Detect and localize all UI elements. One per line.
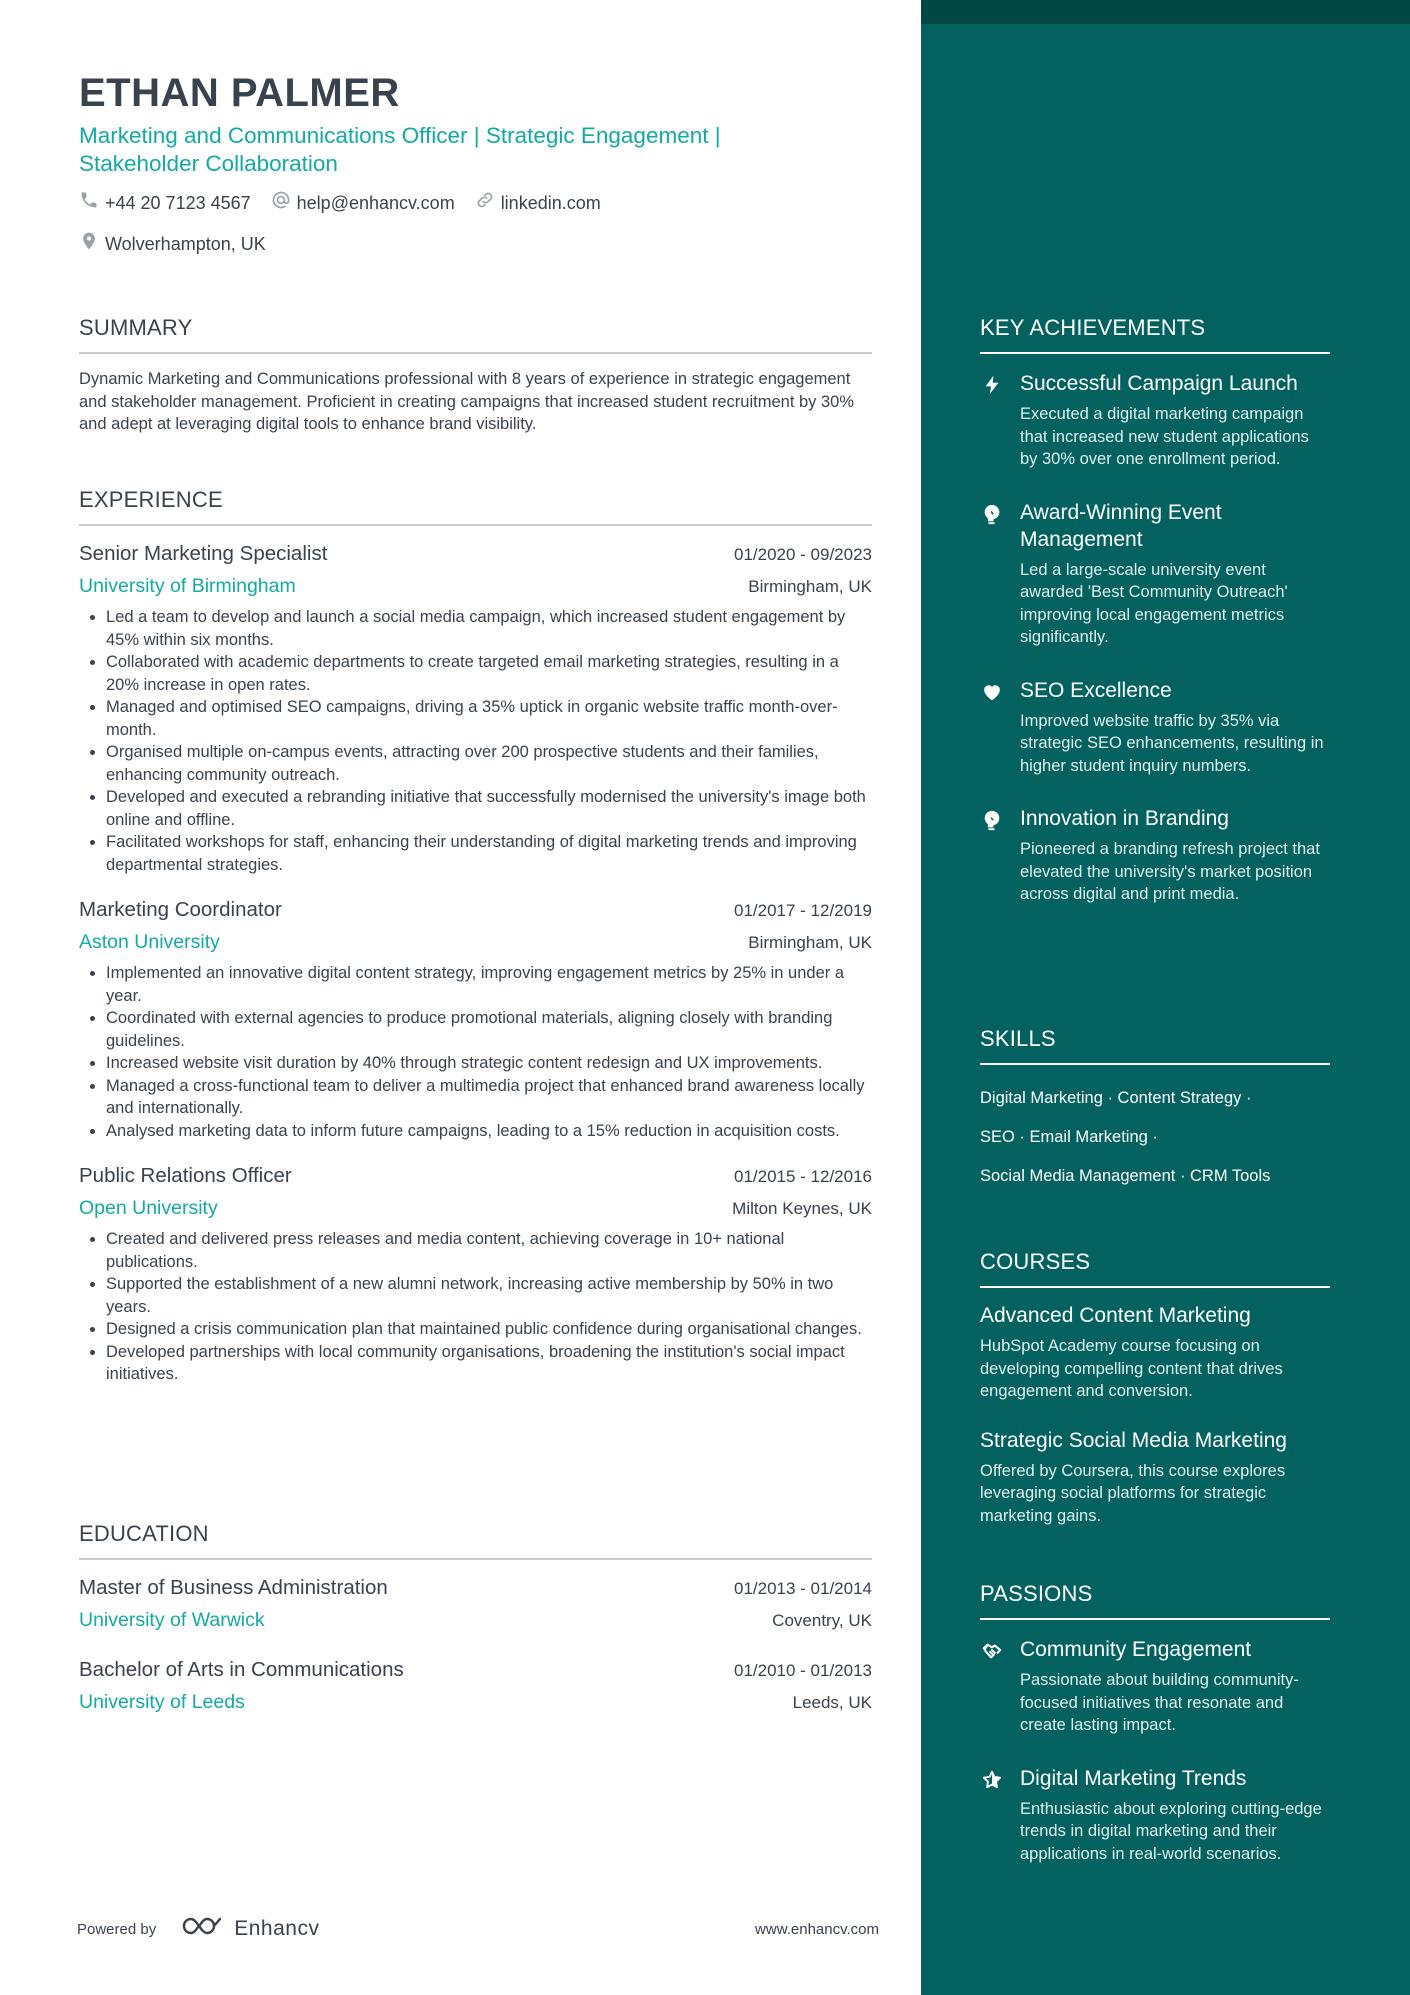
bullet-item: • Coordinated with external agencies to produce promotional materials, aligning closely with branding guidelines. xyxy=(106,1007,872,1052)
handshake-icon xyxy=(980,1636,1004,1737)
bullet-item: • Supported the establishment of a new alumni network, increasing active membership by 50% in two years. xyxy=(106,1273,872,1318)
bullet-item: • Created and delivered press releases and media content, achieving coverage in 10+ national publications. xyxy=(106,1228,872,1273)
skills-list xyxy=(980,1079,1330,1196)
link-text: linkedin.com xyxy=(500,192,601,213)
passion-item xyxy=(980,1636,1330,1737)
passion-item xyxy=(980,1765,1330,1866)
experience-entry xyxy=(79,896,872,1142)
job-title: Public Relations Officer xyxy=(79,1164,292,1187)
achievement-item xyxy=(980,805,1330,906)
heart-icon xyxy=(980,677,1004,778)
degree-dates: 01/2013 - 01/2014 xyxy=(733,1579,872,1598)
school-location: Leeds, UK xyxy=(792,1693,872,1712)
course-desc: HubSpot Academy course focusing on developing compelling content that drives engagement and conversion. xyxy=(980,1337,1283,1400)
company-name: University of Birmingham xyxy=(79,575,296,597)
degree-title: Master of Business Administration xyxy=(79,1576,388,1599)
skills-section xyxy=(980,1025,1330,1196)
lightbulb-icon xyxy=(980,499,1004,649)
main-column xyxy=(79,70,872,1713)
footer-url[interactable]: www.enhancv.com xyxy=(755,1920,879,1938)
course-item xyxy=(980,1427,1330,1528)
contact-phone xyxy=(79,190,251,215)
job-bullets xyxy=(79,962,872,1142)
achievement-title: SEO Excellence xyxy=(1020,678,1172,702)
contact-link[interactable] xyxy=(475,190,601,215)
education-title: EDUCATION xyxy=(79,1520,872,1560)
skills-line: SEO · Email Marketing · xyxy=(980,1128,1158,1146)
phone-icon xyxy=(79,190,99,215)
summary-title: SUMMARY xyxy=(79,314,872,354)
job-location: Milton Keynes, UK xyxy=(732,1199,872,1218)
job-dates: 01/2015 - 12/2016 xyxy=(733,1167,872,1186)
location-pin-icon xyxy=(79,231,99,256)
sidebar-top-bar xyxy=(921,0,1410,24)
achievement-desc: Improved website traffic by 35% via strategic SEO enhancements, resulting in higher student inquiry numbers. xyxy=(1020,711,1324,775)
courses-section xyxy=(980,1248,1330,1527)
at-icon xyxy=(271,190,291,215)
phone-text: +44 20 7123 4567 xyxy=(105,192,251,213)
achievement-item xyxy=(980,677,1330,778)
summary-section xyxy=(79,314,872,436)
achievements-section xyxy=(980,314,1330,934)
degree-title: Bachelor of Arts in Communications xyxy=(79,1658,404,1681)
achievement-desc: Executed a digital marketing campaign that increased new student applications by 30% over one enrollment period. xyxy=(1020,405,1309,468)
passion-desc: Enthusiastic about exploring cutting-edge trends in digital marketing and their applications in real-world scenarios. xyxy=(1020,1799,1322,1863)
powered-by-text: Powered by xyxy=(77,1920,157,1938)
school-location: Coventry, UK xyxy=(772,1611,872,1630)
star-icon xyxy=(980,1765,1004,1866)
achievement-desc: Led a large-scale university event awarded 'Best Community Outreach' improving local engagement metrics significantly. xyxy=(1020,560,1288,646)
education-entry xyxy=(79,1656,872,1716)
bullet-item: • Designed a crisis communication plan that maintained public confidence during organisational changes. xyxy=(106,1318,872,1341)
school-name: University of Warwick xyxy=(79,1609,265,1631)
job-location: Birmingham, UK xyxy=(748,933,872,952)
bullet-item: • Organised multiple on-campus events, attracting over 200 prospective students and their families, enhancing community outreach. xyxy=(106,741,872,786)
experience-entry xyxy=(79,540,872,876)
experience-section xyxy=(79,486,872,1386)
bullet-item: • Led a team to develop and launch a social media campaign, which increased student engagement by 45% within six months. xyxy=(106,606,872,651)
passion-title: Digital Marketing Trends xyxy=(1020,1766,1247,1790)
job-location: Birmingham, UK xyxy=(748,577,872,596)
headline: Marketing and Communications Officer | Strategic Engagement | Stakeholder Collaboration xyxy=(79,123,721,176)
school-name: University of Leeds xyxy=(79,1691,245,1713)
job-title: Senior Marketing Specialist xyxy=(79,542,328,565)
job-dates: 01/2020 - 09/2023 xyxy=(733,545,872,564)
achievement-item xyxy=(980,499,1330,649)
bullet-item: • Developed partnerships with local community organisations, broadening the institution's social impact initiatives. xyxy=(106,1341,872,1386)
bullet-item: • Facilitated workshops for staff, enhancing their understanding of digital marketing trends and improving departmental strategies. xyxy=(106,831,872,876)
candidate-name: ETHAN PALMER xyxy=(79,71,400,115)
job-title: Marketing Coordinator xyxy=(79,898,282,921)
summary-text: Dynamic Marketing and Communications professional with 8 years of experience in strategic engagement and stakeholder management. Proficient in creating campaigns that increased student recruitment by 30% and adept at leveraging digital tools to enhance brand visibility. xyxy=(79,370,855,433)
course-desc: Offered by Coursera, this course explores leveraging social platforms for strategic marketing gains. xyxy=(980,1461,1286,1525)
achievement-title: Award-Winning Event Management xyxy=(1020,500,1222,551)
contact-location xyxy=(79,231,266,256)
education-entry xyxy=(79,1574,872,1634)
course-title: Advanced Content Marketing xyxy=(980,1304,1251,1327)
bullet-item: • Collaborated with academic departments to create targeted email marketing strategies, resulting in a 20% increase in open rates. xyxy=(106,651,872,696)
link-icon xyxy=(475,190,495,215)
skills-line: Digital Marketing · Content Strategy · xyxy=(980,1089,1252,1107)
achievement-desc: Pioneered a branding refresh project that elevated the university's market position across digital and print media. xyxy=(1020,840,1320,903)
bullet-item: • Increased website visit duration by 40% through strategic content redesign and UX improvements. xyxy=(106,1052,872,1075)
courses-title: COURSES xyxy=(980,1248,1330,1288)
passion-title: Community Engagement xyxy=(1020,1638,1252,1661)
location-text: Wolverhampton, UK xyxy=(105,233,266,254)
degree-dates: 01/2010 - 01/2013 xyxy=(733,1661,872,1680)
job-bullets xyxy=(79,606,872,876)
course-item xyxy=(980,1302,1330,1403)
bullet-item: • Managed and optimised SEO campaigns, driving a 35% uptick in organic website traffic month-over-month. xyxy=(106,696,872,741)
bullet-item: • Managed a cross-functional team to deliver a multimedia project that enhanced brand awareness locally and internationally. xyxy=(106,1075,872,1120)
contact-email[interactable] xyxy=(271,190,455,215)
bolt-icon xyxy=(980,370,1004,471)
passions-section xyxy=(980,1580,1330,1893)
bullet-item: • Analysed marketing data to inform future campaigns, leading to a 15% reduction in acquisition costs. xyxy=(106,1120,872,1143)
achievement-title: Innovation in Branding xyxy=(1020,807,1229,830)
job-bullets xyxy=(79,1228,872,1386)
company-name: Aston University xyxy=(79,931,220,953)
course-title: Strategic Social Media Marketing xyxy=(980,1428,1287,1452)
company-name: Open University xyxy=(79,1197,218,1219)
achievements-title: KEY ACHIEVEMENTS xyxy=(980,314,1330,354)
job-dates: 01/2017 - 12/2019 xyxy=(733,901,872,920)
lightbulb-icon xyxy=(980,805,1004,906)
experience-entry xyxy=(79,1162,872,1386)
passion-desc: Passionate about building community-focused initiatives that resonate and create lasting impact. xyxy=(1020,1671,1299,1734)
skills-line: Social Media Management · CRM Tools xyxy=(980,1167,1271,1185)
experience-title: EXPERIENCE xyxy=(79,486,872,526)
achievement-title: Successful Campaign Launch xyxy=(1020,372,1298,395)
skills-title: SKILLS xyxy=(980,1025,1330,1065)
bullet-item: • Implemented an innovative digital content strategy, improving engagement metrics by 25% in under a year. xyxy=(106,962,872,1007)
brand-logo[interactable] xyxy=(180,1914,319,1944)
email-text: help@enhancv.com xyxy=(296,192,455,213)
enhancv-logo-icon xyxy=(180,1914,226,1944)
brand-name: Enhancv xyxy=(234,1917,320,1940)
contact-info xyxy=(79,190,779,256)
footer xyxy=(77,1914,879,1944)
bullet-item: • Developed and executed a rebranding initiative that successfully modernised the university's image both online and offline. xyxy=(106,786,872,831)
education-section xyxy=(79,1520,872,1716)
passions-title: PASSIONS xyxy=(980,1580,1330,1620)
achievement-item xyxy=(980,370,1330,471)
